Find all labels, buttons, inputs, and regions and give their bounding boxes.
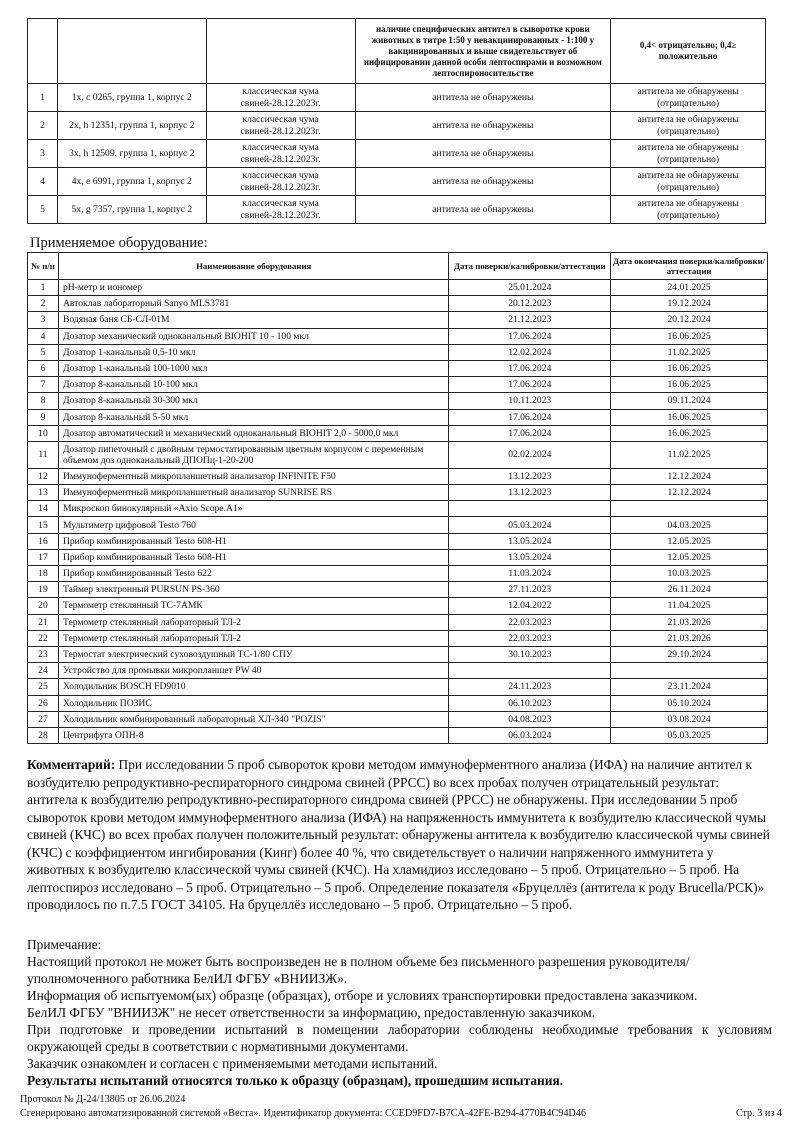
date-end: 03.08.2024	[611, 711, 768, 727]
equipment-table	[27, 252, 768, 744]
date-check: 13.12.2023	[449, 468, 611, 484]
header-name: Наименование оборудования	[58, 253, 448, 280]
equipment-name: Термостат электрический суховоздушный ТС-1/80 СПУ	[58, 646, 448, 662]
date-end	[611, 501, 768, 517]
equipment-name: Дозатор 1-канальный 0,5-10 мкл	[58, 344, 448, 360]
date-check: 06.03.2024	[449, 727, 611, 743]
equipment-name: Дозатор 8-канальный 30-300 мкл	[58, 393, 448, 409]
footer-page-number: Стр. 3 из 4	[735, 1108, 782, 1119]
vaccination: классическая чума свиней-28.12.2023г.	[206, 140, 355, 168]
equipment-number: 14	[28, 501, 59, 517]
note-methods: Заказчик ознакомлен и согласен с применяемыми методами испытаний.	[27, 1056, 438, 1071]
equipment-number: 22	[28, 630, 59, 646]
equipment-number: 24	[28, 663, 59, 679]
equipment-section-title: Применяемое оборудование:	[30, 235, 208, 251]
date-check	[449, 501, 611, 517]
equipment-name: Дозатор 8-канальный 10-100 мкл	[58, 377, 448, 393]
note-results-scope: Результаты испытаний относятся только к образцу (образцам), прошедшим испытания.	[27, 1073, 564, 1088]
vaccination: классическая чума свиней-28.12.2023г.	[206, 112, 355, 140]
equipment-table-row	[28, 727, 768, 743]
date-end: 05.10.2024	[611, 695, 768, 711]
equipment-number: 11	[28, 441, 59, 468]
date-check: 10.11.2023	[449, 393, 611, 409]
equipment-table-row	[28, 614, 768, 630]
equipment-name: Дозатор пипеточный с двойным термостатированным цветным корпусом с переменным объемом доз одноканальный ДПОПц-1-20-200	[58, 441, 448, 468]
equipment-name: Дозатор механический одноканальный BIOHIT 10 - 100 мкл	[58, 328, 448, 344]
equipment-table-row	[28, 533, 768, 549]
equipment-table-row	[28, 598, 768, 614]
results-table	[27, 18, 766, 224]
vaccination: классическая чума свиней-28.12.2023г.	[206, 84, 355, 112]
page-footer	[20, 1093, 782, 1121]
equipment-table-row	[28, 679, 768, 695]
date-end: 12.05.2025	[611, 549, 768, 565]
date-check: 27.11.2023	[449, 582, 611, 598]
equipment-name: Прибор комбинированный Testo 608-H1	[58, 549, 448, 565]
header-date-check: Дата поверки/калибровки/аттестации	[449, 253, 611, 280]
equipment-number: 12	[28, 468, 59, 484]
equipment-name: Автоклав лабораторный Sanyo MLS3781	[58, 296, 448, 312]
date-end	[611, 663, 768, 679]
results-table-row	[28, 112, 766, 140]
equipment-name: Центрифуга ОПН-8	[58, 727, 448, 743]
date-check: 17.06.2024	[449, 360, 611, 376]
date-check	[449, 663, 611, 679]
equipment-number: 28	[28, 727, 59, 743]
vaccination: классическая чума свиней-28.12.2023г.	[206, 168, 355, 196]
sample-id: 3х, h 12509, группа 1, корпус 2	[57, 140, 206, 168]
equipment-table-row	[28, 663, 768, 679]
comment-label: Комментарий:	[27, 757, 116, 772]
results-table-header	[28, 19, 766, 84]
row-number: 2	[28, 112, 58, 140]
conclusion: антитела не обнаружены (отрицательно)	[611, 112, 766, 140]
equipment-number: 19	[28, 582, 59, 598]
equipment-number: 7	[28, 377, 59, 393]
sample-id: 1х, с 0265, группа 1, корпус 2	[57, 84, 206, 112]
conclusion: антитела не обнаружены (отрицательно)	[611, 196, 766, 224]
equipment-name: Холодильник ПОЗИС	[58, 695, 448, 711]
note-reproduction: Настоящий протокол не может быть воспроизведен не в полном объеме без письменного разрешения руководителя/уполномоченного работника БелИЛ ФГБУ «ВНИИЗЖ».	[27, 954, 690, 986]
header-cell-sample	[57, 19, 206, 84]
note-conditions: При подготовке и проведении испытаний в помещении лаборатории соблюдены необходимые требования к условиям окружающей среды в соответствии с нормативными документами.	[27, 1022, 772, 1054]
equipment-number: 15	[28, 517, 59, 533]
equipment-number: 10	[28, 425, 59, 441]
equipment-name: pH-метр и иономер	[58, 280, 448, 296]
sample-id: 2х, h 12351, группа 1, корпус 2	[57, 112, 206, 140]
equipment-name: Микроскоп бинокулярный «Axio Scope.A1»	[58, 501, 448, 517]
header-cell-vaccine	[206, 19, 355, 84]
equipment-table-row	[28, 549, 768, 565]
conclusion: антитела не обнаружены (отрицательно)	[611, 168, 766, 196]
equipment-number: 23	[28, 646, 59, 662]
equipment-number: 8	[28, 393, 59, 409]
date-check: 22.03.2023	[449, 614, 611, 630]
comment-text: При исследовании 5 проб сывороток крови методом иммуноферментного анализа (ИФА) на наличие антител к возбудителю репродуктивно-респираторного синдрома свиней (РРСС) во всех пробах получен отрицательный результат: антитела к возбудителю репродуктивно-респираторного синдрома свиней (РРСС) не обнаружены. При исследовании 5 проб сывороток крови методом иммуноферментного анализа (ИФА) на напряженность иммунитета к возбудителю классической чумы свиней (КЧС) во всех пробах получен положительный результат: обнаружены антитела к возбудителю классической чумы свиней (КЧС) с коэффициентом ингибирования (Кинг) более 40 %, что свидетельствует о наличии напряженного иммунитета у животных к возбудителю классической чумы свиней (КЧС). На хламидиоз исследовано – 5 проб. Отрицательно – 5 проб. На лептоспироз исследовано – 5 проб. Отрицательно – 5 проб. Определение показателя «Бруцеллёз (антитела к роду Brucella/РСК)» проводилось по п.7.5 ГОСТ 34105. На бруцеллёз исследовано – 5 проб. Отрицательно – 5 проб.	[27, 757, 770, 912]
equipment-table-row	[28, 695, 768, 711]
date-end: 29.10.2024	[611, 646, 768, 662]
date-end: 04.03.2025	[611, 517, 768, 533]
comment-block	[27, 756, 772, 914]
equipment-number: 20	[28, 598, 59, 614]
date-end: 21.03.2026	[611, 630, 768, 646]
date-check: 13.05.2024	[449, 533, 611, 549]
date-check: 17.06.2024	[449, 425, 611, 441]
equipment-number: 5	[28, 344, 59, 360]
equipment-name: Термометр стеклянный ТС-7АМК	[58, 598, 448, 614]
equipment-table-row	[28, 630, 768, 646]
date-check: 22.03.2023	[449, 630, 611, 646]
conclusion: антитела не обнаружены (отрицательно)	[611, 140, 766, 168]
date-end: 24.01.2025	[611, 280, 768, 296]
date-end: 11.02.2025	[611, 344, 768, 360]
row-number: 3	[28, 140, 58, 168]
header-cell-num	[28, 19, 58, 84]
equipment-table-row	[28, 468, 768, 484]
date-end: 23.11.2024	[611, 679, 768, 695]
equipment-name: Таймер электронный PURSUN PS-360	[58, 582, 448, 598]
row-number: 4	[28, 168, 58, 196]
equipment-number: 17	[28, 549, 59, 565]
equipment-name: Холодильник комбинированный лабораторный ХЛ-340 "POZIS"	[58, 711, 448, 727]
footer-protocol-number: Протокол № Д-24/13805 от 26.06.2024	[20, 1094, 186, 1105]
results-table-row	[28, 84, 766, 112]
date-end: 05.03.2025	[611, 727, 768, 743]
test-result: антитела не обнаружены	[355, 196, 611, 224]
date-check: 06.10.2023	[449, 695, 611, 711]
equipment-table-row	[28, 425, 768, 441]
notes-block	[27, 936, 772, 1089]
date-check: 05.03.2024	[449, 517, 611, 533]
test-result: антитела не обнаружены	[355, 84, 611, 112]
equipment-table-row	[28, 328, 768, 344]
header-date-end: Дата окончания поверки/калибровки/аттестации	[611, 253, 768, 280]
date-check: 12.04.2022	[449, 598, 611, 614]
header-cell-threshold: 0,4< отрицательно; 0,4≥ положительно	[611, 19, 766, 84]
date-check: 11.03.2024	[449, 566, 611, 582]
row-number: 1	[28, 84, 58, 112]
date-end: 11.04.2025	[611, 598, 768, 614]
equipment-name: Термометр стеклянный лабораторный ТЛ-2	[58, 614, 448, 630]
equipment-number: 4	[28, 328, 59, 344]
test-result: антитела не обнаружены	[355, 112, 611, 140]
equipment-name: Устройство для промывки микропланшет PW 40	[58, 663, 448, 679]
equipment-number: 27	[28, 711, 59, 727]
equipment-number: 26	[28, 695, 59, 711]
equipment-number: 18	[28, 566, 59, 582]
date-end: 21.03.2026	[611, 614, 768, 630]
note-sample-info: Информация об испытуемом(ых) образце (образцах), отборе и условиях транспортировки предоставлена заказчиком.	[27, 988, 698, 1003]
equipment-table-header	[28, 253, 768, 280]
equipment-table-row	[28, 377, 768, 393]
equipment-number: 16	[28, 533, 59, 549]
results-table-row	[28, 196, 766, 224]
date-end: 12.12.2024	[611, 468, 768, 484]
equipment-table-row	[28, 296, 768, 312]
date-check: 02.02.2024	[449, 441, 611, 468]
date-end: 12.05.2025	[611, 533, 768, 549]
equipment-number: 6	[28, 360, 59, 376]
date-check: 04.08.2023	[449, 711, 611, 727]
sample-id: 5х, g 7357, группа 1, корпус 2	[57, 196, 206, 224]
equipment-table-row	[28, 582, 768, 598]
equipment-name: Холодильник BOSCH FD9010	[58, 679, 448, 695]
equipment-table-row	[28, 312, 768, 328]
equipment-table-row	[28, 501, 768, 517]
equipment-name: Иммуноферментный микропланшетный анализатор SUNRISE RS	[58, 485, 448, 501]
date-check: 30.10.2023	[449, 646, 611, 662]
equipment-table-row	[28, 409, 768, 425]
date-check: 17.06.2024	[449, 328, 611, 344]
note-responsibility: БелИЛ ФГБУ "ВНИИЗЖ" не несет ответственности за информацию, предоставленную заказчиком.	[27, 1005, 596, 1020]
header-num: № п/п	[28, 253, 59, 280]
test-result: антитела не обнаружены	[355, 168, 611, 196]
date-check: 21.12.2023	[449, 312, 611, 328]
date-check: 24.11.2023	[449, 679, 611, 695]
equipment-name: Мультиметр цифровой Testo 760	[58, 517, 448, 533]
equipment-number: 2	[28, 296, 59, 312]
results-table-row	[28, 140, 766, 168]
equipment-name: Прибор комбинированный Testo 622	[58, 566, 448, 582]
date-end: 20.12.2024	[611, 312, 768, 328]
test-result: антитела не обнаружены	[355, 140, 611, 168]
equipment-name: Прибор комбинированный Testo 608-H1	[58, 533, 448, 549]
date-end: 16.06.2025	[611, 409, 768, 425]
date-check: 12.02.2024	[449, 344, 611, 360]
equipment-table-row	[28, 280, 768, 296]
equipment-number: 13	[28, 485, 59, 501]
date-check: 17.06.2024	[449, 409, 611, 425]
equipment-name: Дозатор 8-канальный 5-50 мкл	[58, 409, 448, 425]
date-end: 16.06.2025	[611, 377, 768, 393]
results-table-row	[28, 168, 766, 196]
sample-id: 4х, е 6991, группа 1, корпус 2	[57, 168, 206, 196]
date-check: 13.05.2024	[449, 549, 611, 565]
equipment-number: 9	[28, 409, 59, 425]
equipment-number: 3	[28, 312, 59, 328]
equipment-table-row	[28, 360, 768, 376]
date-end: 10.03.2025	[611, 566, 768, 582]
date-end: 09.11.2024	[611, 393, 768, 409]
vaccination: классическая чума свиней-28.12.2023г.	[206, 196, 355, 224]
footer-generated-by: Сгенерировано автоматизированной системой «Веста». Идентификатор документа: CCED9FD7-B7CA-42FE-B294-4770B4C94D46	[20, 1108, 586, 1119]
date-end: 16.06.2025	[611, 425, 768, 441]
equipment-table-row	[28, 566, 768, 582]
equipment-name: Иммуноферментный микропланшетный анализатор INFINITE F50	[58, 468, 448, 484]
equipment-number: 25	[28, 679, 59, 695]
date-end: 16.06.2025	[611, 360, 768, 376]
equipment-table-row	[28, 441, 768, 468]
date-end: 11.02.2025	[611, 441, 768, 468]
equipment-number: 1	[28, 280, 59, 296]
equipment-name: Дозатор автоматический и механический одноканальный BIOHIT 2,0 - 5000,0 мкл	[58, 425, 448, 441]
header-cell-method-norm: наличие специфических антител в сыворотке крови животных в титре 1:50 у невакцинированных - 1:100 у вакцинированных и выше свидетельствует об инфицировании данной особи лептоспирами и возможном лептоспироносительстве	[355, 19, 611, 84]
notes-title: Примечание:	[27, 937, 102, 952]
date-end: 19.12.2024	[611, 296, 768, 312]
date-end: 26.11.2024	[611, 582, 768, 598]
conclusion: антитела не обнаружены (отрицательно)	[611, 84, 766, 112]
date-end: 12.12.2024	[611, 485, 768, 501]
equipment-table-row	[28, 485, 768, 501]
date-check: 13.12.2023	[449, 485, 611, 501]
equipment-number: 21	[28, 614, 59, 630]
equipment-table-row	[28, 646, 768, 662]
equipment-name: Термометр стеклянный лабораторный ТЛ-2	[58, 630, 448, 646]
equipment-name: Водяная баня СБ-СЛ-01М	[58, 312, 448, 328]
equipment-table-row	[28, 344, 768, 360]
date-check: 25.01.2024	[449, 280, 611, 296]
date-end: 16.06.2025	[611, 328, 768, 344]
row-number: 5	[28, 196, 58, 224]
equipment-table-row	[28, 393, 768, 409]
date-check: 20.12.2023	[449, 296, 611, 312]
equipment-table-row	[28, 711, 768, 727]
equipment-name: Дозатор 1-канальный 100-1000 мкл	[58, 360, 448, 376]
equipment-table-row	[28, 517, 768, 533]
date-check: 17.06.2024	[449, 377, 611, 393]
